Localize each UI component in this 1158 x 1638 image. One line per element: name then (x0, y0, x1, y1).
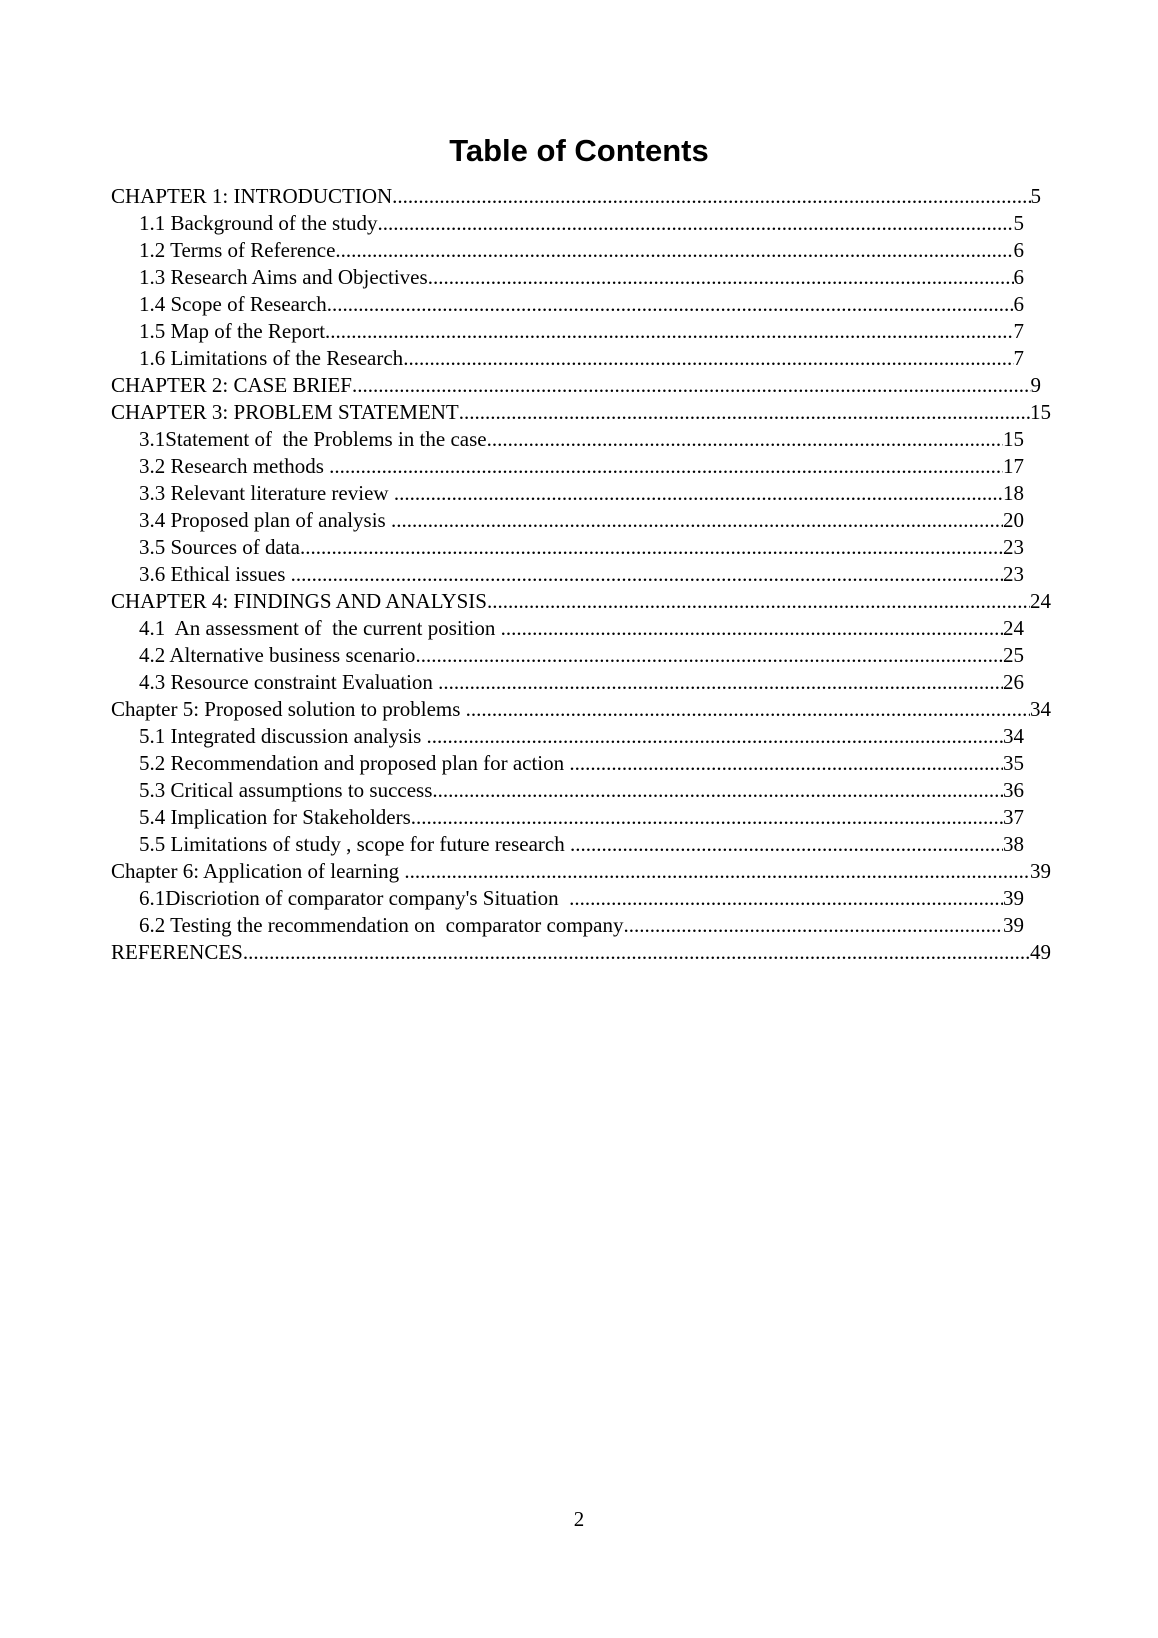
toc-dot-leader (403, 345, 1013, 372)
toc-entry-label: 3.6 Ethical issues (139, 562, 291, 586)
toc-entry-label: CHAPTER 2: CASE BRIEF (111, 373, 352, 397)
toc-entry-page: 49 (1030, 940, 1051, 964)
toc-entry-page: 15 (1003, 427, 1024, 451)
toc-entry-label: 1.2 Terms of Reference (139, 238, 336, 262)
toc-entry-label: 4.3 Resource constraint Evaluation (139, 670, 439, 694)
toc-dot-leader (501, 615, 1003, 642)
toc-entry-page: 20 (1003, 508, 1024, 532)
toc-entry-label: 5.3 Critical assumptions to success (139, 778, 433, 802)
toc-dot-leader (438, 669, 1003, 696)
toc-dot-leader (569, 750, 1003, 777)
toc-dot-leader (243, 939, 1030, 966)
toc-entry-page: 35 (1003, 751, 1024, 775)
toc-entry[interactable] (111, 291, 1024, 318)
toc-entry[interactable] (111, 426, 1024, 453)
toc-entry-label: CHAPTER 3: PROBLEM STATEMENT (111, 400, 459, 424)
toc-dot-leader (391, 507, 1003, 534)
toc-dot-leader (325, 318, 1013, 345)
toc-dot-leader (300, 534, 1003, 561)
toc-entry-label: Chapter 5: Proposed solution to problems (111, 697, 466, 721)
toc-entry[interactable] (111, 804, 1024, 831)
toc-title: Table of Contents (449, 133, 709, 168)
toc-entry-page: 24 (1003, 616, 1024, 640)
toc-entry[interactable] (111, 831, 1024, 858)
toc-entry-page: 24 (1030, 589, 1051, 613)
toc-dot-leader (335, 237, 1013, 264)
toc-entry[interactable] (111, 345, 1024, 372)
toc-entry[interactable] (111, 615, 1024, 642)
toc-entry-label: 1.1 Background of the study (139, 211, 378, 235)
toc-dot-leader (352, 372, 1031, 399)
toc-entry-page: 34 (1003, 724, 1024, 748)
toc-entry[interactable] (111, 318, 1024, 345)
toc-dot-leader (291, 561, 1003, 588)
toc-entry[interactable] (111, 723, 1024, 750)
toc-entry-page: 39 (1030, 859, 1051, 883)
toc-entry-page: 38 (1003, 832, 1024, 856)
toc-entry-label: 3.1Statement of the Problems in the case (139, 427, 487, 451)
toc-dot-leader (487, 426, 1003, 453)
toc-entry-page: 18 (1003, 481, 1024, 505)
toc-entry-label: 4.2 Alternative business scenario (139, 643, 416, 667)
toc-entry-page: 34 (1030, 697, 1051, 721)
toc-dot-leader (466, 696, 1030, 723)
toc-entry-label: 1.4 Scope of Research (139, 292, 327, 316)
toc-entry-label: 6.2 Testing the recommendation on comparator company (139, 913, 624, 937)
toc-entry[interactable] (111, 642, 1024, 669)
toc-entry-label: 3.5 Sources of data (139, 535, 300, 559)
toc-entry-label: CHAPTER 1: INTRODUCTION (111, 184, 393, 208)
toc-entry-label: REFERENCES (111, 940, 243, 964)
toc-dot-leader (378, 210, 1014, 237)
toc-entry[interactable] (111, 939, 1051, 966)
toc-entry-label: 5.4 Implication for Stakeholders (139, 805, 411, 829)
toc-entry-label: 1.5 Map of the Report (139, 319, 326, 343)
toc-entry[interactable] (111, 237, 1024, 264)
toc-entry-page: 6 (1013, 265, 1024, 289)
toc-entry-label: 3.3 Relevant literature review (139, 481, 394, 505)
toc-dot-leader (570, 831, 1003, 858)
toc-entry-label: 5.5 Limitations of study , scope for future research (139, 832, 570, 856)
toc-dot-leader (487, 588, 1030, 615)
toc-entry-page: 17 (1003, 454, 1024, 478)
toc-dot-leader (415, 642, 1003, 669)
toc-entry-page: 36 (1003, 778, 1024, 802)
toc-entry-page: 6 (1013, 292, 1024, 316)
toc-entry-page: 39 (1003, 886, 1024, 910)
toc-entry-page: 39 (1003, 913, 1024, 937)
toc-entry[interactable] (111, 858, 1051, 885)
toc-entry-label: CHAPTER 4: FINDINGS AND ANALYSIS (111, 589, 487, 613)
toc-entry-page: 5 (1030, 184, 1041, 208)
toc-dot-leader (624, 912, 1003, 939)
toc-entry[interactable] (111, 534, 1024, 561)
toc-entry-page: 7 (1013, 346, 1024, 370)
toc-dot-leader (427, 723, 1003, 750)
toc-dot-leader (411, 804, 1003, 831)
toc-entry[interactable] (111, 453, 1024, 480)
toc-dot-leader (392, 183, 1030, 210)
toc-entry-page: 26 (1003, 670, 1024, 694)
toc-entry[interactable] (111, 561, 1024, 588)
toc-entry[interactable] (111, 264, 1024, 291)
toc-dot-leader (327, 291, 1014, 318)
toc-entry-page: 23 (1003, 535, 1024, 559)
toc-entry-label: 3.2 Research methods (139, 454, 330, 478)
toc-entry-label: 3.4 Proposed plan of analysis (139, 508, 391, 532)
toc-entry[interactable] (111, 885, 1024, 912)
toc-entry[interactable] (111, 750, 1024, 777)
toc-entry[interactable] (111, 777, 1024, 804)
toc-dot-leader (404, 858, 1030, 885)
toc-entry[interactable] (111, 912, 1024, 939)
toc-entry-label: 5.1 Integrated discussion analysis (139, 724, 427, 748)
toc-entry[interactable] (111, 399, 1051, 426)
toc-entry[interactable] (111, 669, 1024, 696)
page-number: 2 (573, 1507, 585, 1531)
toc-entry[interactable] (111, 480, 1024, 507)
toc-entry[interactable] (111, 696, 1051, 723)
toc-entry-label: 5.2 Recommendation and proposed plan for action (139, 751, 570, 775)
toc-entry-page: 6 (1013, 238, 1024, 262)
toc-entry[interactable] (111, 588, 1051, 615)
toc-entry-page: 15 (1030, 400, 1051, 424)
toc-entry-label: 4.1 An assessment of the current position (139, 616, 501, 640)
toc-entry-label: Chapter 6: Application of learning (111, 859, 405, 883)
toc-entry-page: 23 (1003, 562, 1024, 586)
toc-entry-page: 9 (1030, 373, 1041, 397)
toc-entry-page: 37 (1003, 805, 1024, 829)
toc-dot-leader (329, 453, 1003, 480)
toc-entry[interactable] (111, 507, 1024, 534)
toc-dot-leader (569, 885, 1003, 912)
toc-dot-leader (459, 399, 1030, 426)
toc-dot-leader (394, 480, 1003, 507)
toc-entry-page: 5 (1013, 211, 1024, 235)
toc-dot-leader (432, 777, 1003, 804)
toc-entry-page: 25 (1003, 643, 1024, 667)
toc-dot-leader (428, 264, 1014, 291)
toc-entry-page: 7 (1013, 319, 1024, 343)
toc-entry-label: 6.1Discriotion of comparator company's Situation (139, 886, 570, 910)
toc-entry[interactable] (111, 210, 1024, 237)
toc-entry[interactable] (111, 372, 1041, 399)
toc-list (111, 183, 1051, 966)
toc-entry-label: 1.3 Research Aims and Objectives (139, 265, 428, 289)
toc-entry[interactable] (111, 183, 1041, 210)
toc-entry-label: 1.6 Limitations of the Research (139, 346, 404, 370)
